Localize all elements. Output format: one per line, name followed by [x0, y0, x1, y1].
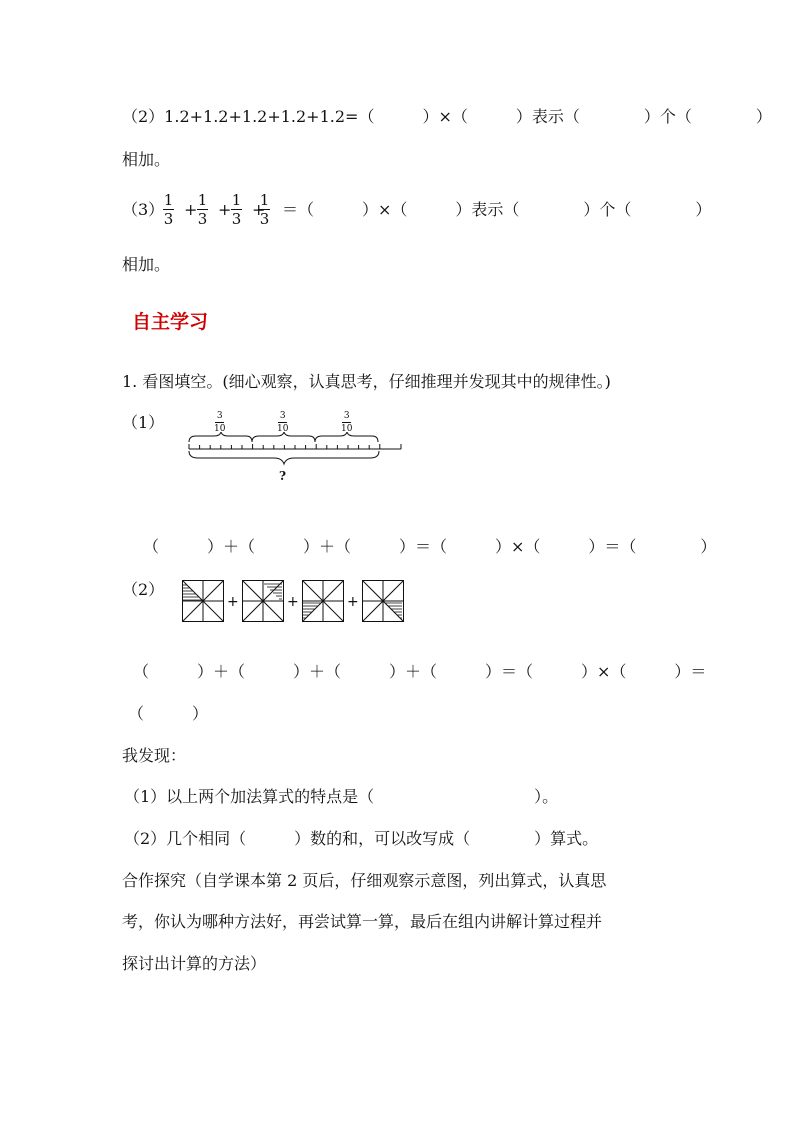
plus-sign: + [184, 200, 198, 219]
discover-item-2: （2）几个相同（ ）数的和，可以改写成（ ）算式。 [124, 829, 599, 848]
fraction-one-third: 1 3 [231, 191, 242, 228]
plus-sign: + [218, 200, 232, 219]
plus-sign: + [347, 594, 359, 610]
discover-item-1: （1）以上两个加法算式的特点是（ ）。 [124, 787, 559, 806]
shaded-squares-figure [181, 579, 407, 623]
sub-question-2-equation-end: （ ） [128, 704, 209, 723]
sub-question-1-label: （1） [122, 413, 165, 432]
sub-question-2-equation: （ ）＋（ ）＋（ ）＋（ ）＝（ ）×（ ）＝ [133, 662, 707, 681]
segment-label: 3 10 [277, 411, 289, 434]
top-brace [315, 432, 378, 442]
fraction-one-third: 1 3 [197, 191, 208, 228]
top-brace [189, 432, 252, 442]
discover-title: 我发现： [122, 746, 187, 765]
cooperate-line-1: 合作探究（自学课本第 2 页后，仔细观察示意图，列出算式，认真思 [122, 871, 607, 890]
question-2-continuation: 相加。 [122, 150, 171, 169]
segment-label: 3 10 [341, 411, 353, 434]
sub-question-2-label: （2） [122, 580, 165, 599]
fraction-one-third: 1 3 [163, 191, 174, 228]
bottom-brace [189, 451, 379, 464]
plus-sign: + [252, 200, 266, 219]
top-brace [252, 432, 315, 442]
sub-question-1-equation: （ ）＋（ ）＋（ ）＝（ ）×（ ）＝（ ） [143, 537, 717, 556]
cooperate-line-3: 探讨出计算的方法） [122, 954, 267, 973]
cooperate-line-2: 考，你认为哪种方法好，再尝试算一算，最后在组内讲解计算过程并 [122, 912, 603, 931]
segment-label: 3 10 [214, 411, 226, 434]
plus-sign: + [287, 594, 299, 610]
task-1-title: 1. 看图填空。(细心观察，认真思考，仔细推理并发现其中的规律性。) [122, 372, 611, 391]
question-3-continuation: 相加。 [122, 255, 171, 274]
section-heading: 自主学习 [132, 311, 209, 333]
question-3-label: （3） [122, 200, 165, 219]
question-2-line: （2）1.2+1.2+1.2+1.2+1.2=（ ）×（ ）表示（ ）个（ ） [122, 107, 772, 126]
number-line-diagram [184, 432, 406, 468]
plus-sign: + [227, 594, 239, 610]
question-3-equation: ＝（ ）×（ ）表示（ ）个（ ） [282, 200, 712, 219]
fraction-one-third: 1 3 [259, 191, 270, 228]
question-mark: ? [279, 469, 287, 483]
